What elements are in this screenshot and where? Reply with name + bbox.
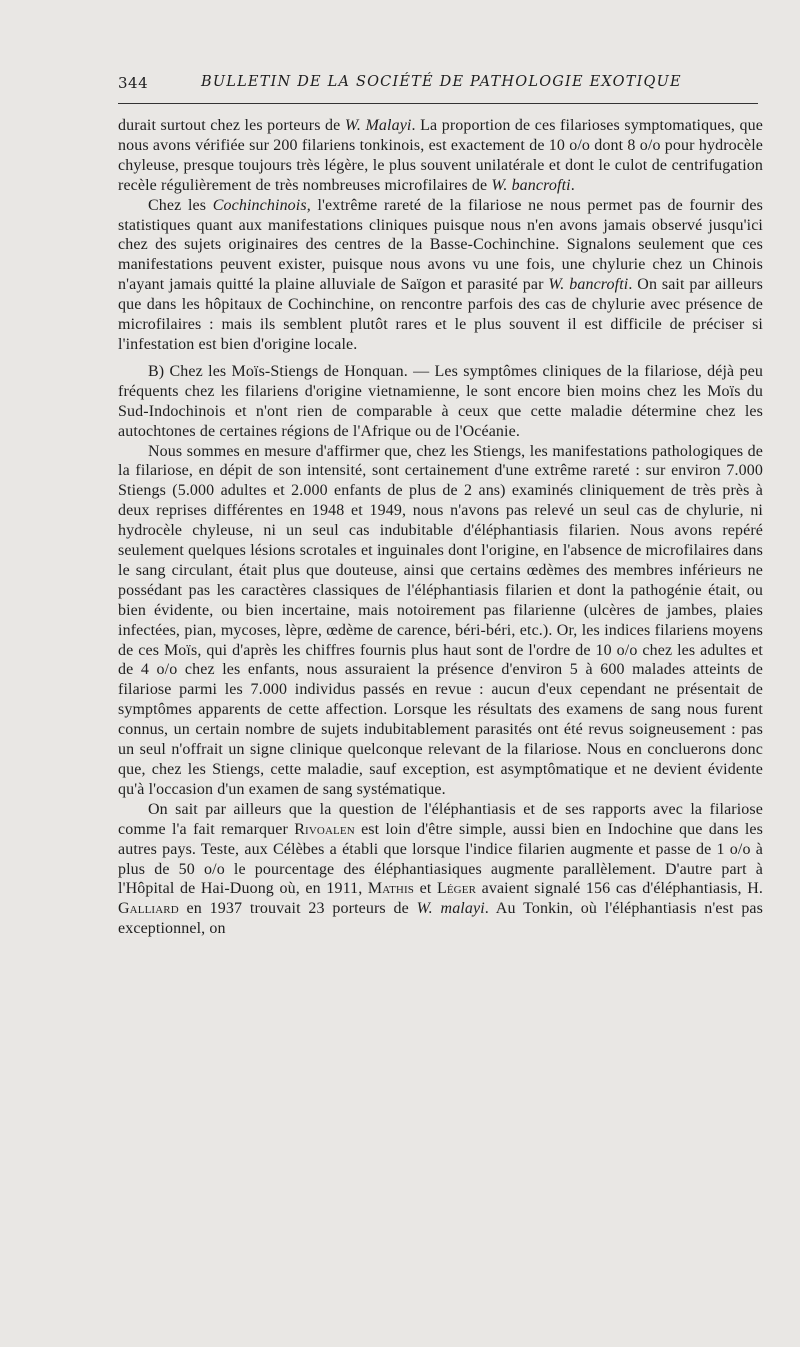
- author-name: Galliard: [118, 900, 179, 918]
- text-run: . On sait par ailleurs que dans les hôpitaux de Cochinchine, on rencontre parfois des cas de chylurie avec présence de microfilaires : mais ils semblent plutôt rares et le plus souvent il est difficile de préciser si l'infestation est bien d'origine locale.: [118, 276, 763, 353]
- running-head: [118, 70, 763, 98]
- journal-title: BULLETIN DE LA SOCIÉTÉ DE PATHOLOGIE EXOTIQUE: [201, 74, 682, 90]
- author-name: Mathis: [367, 880, 415, 898]
- italic-text: W. Malayi: [344, 117, 412, 134]
- text-run: durait surtout chez les porteurs de: [118, 117, 345, 134]
- text-run: , l'extrême rareté de la filariose ne nous permet pas de fournir des statistiques quant aux manifestations cliniques puisque nous n'en avons jamais observé jusqu'ici chez des sujets originaires des centres de la Basse-Cochinchine. Signalons seulement que ces manifestations peuvent exister, puisque nous avons vu une fois, une chylurie chez un Chinois n'ayant jamais quitté la plaine alluviale de Saïgon et parasité par: [118, 196, 763, 294]
- italic-text: W. bancrofti: [491, 176, 571, 194]
- text-run: est loin d'être simple, aussi bien en Indochine que dans les autres pays. Teste, aux Célèbes a établi que lorsque l'indice filarien augmente et passe de 1 o/o à plus de 50 o/o le pourcentage des éléphantiasiques augmente parallèlement. D'autre part à l'Hôpital de Hai-Duong où, en 1911,: [118, 820, 763, 898]
- italic-text: W. malayi: [416, 900, 485, 918]
- paragraph: [118, 442, 763, 800]
- text-run: et: [414, 880, 437, 898]
- italic-text: Cochinchinois: [212, 196, 307, 214]
- paragraph: [118, 116, 763, 196]
- text-run: .: [570, 176, 575, 194]
- paragraph: [118, 800, 763, 939]
- author-name: Léger: [436, 880, 477, 898]
- text-run: Nous sommes en mesure d'affirmer que, chez les Stiengs, les manifestations pathologiques de la filariose, en dépit de son intensité, sont certainement d'une extrême rareté : sur environ 7.000 Stiengs (5.000 adultes et 2.000 enfants de plus de 2 ans) examinés cliniquement de très près à deux reprises différentes en 1948 et 1949, nous n'avons pas relevé un seul cas de chylurie, ni hydrocèle chyleuse, ni un seul cas indubitable d'éléphantiasis filarien. Nous avons repéré seulement quelques lésions scrotales et inguinales dont l'origine, en l'absence de microfilaires dans le sang circulant, était plus que douteuse, ainsi que certains œdèmes des membres inférieurs ne possédant pas les caractères classiques de l'éléphantiasis filarien et dont la pathogénie était, ou bien évidente, ou bien incertaine, mais notoirement pas filarienne (ulcères de jambes, plaies infectées, pian, mycoses, lèpre, œdème de carence, béri-béri, etc.). Or, les indices filariens moyens de ces Moïs, qui d'après les chiffres fournis plus haut sont de l'ordre de 10 o/o chez les adultes et de 4 o/o chez les enfants, nous assuraient la présence d'environ 5 à 600 malades atteints de filariose parmi les 7.000 individus passés en revue : aucun d'eux cependant ne présentait de symptômes apparents de cette affection. Lorsque les résultats des examens de sang nous furent connus, un certain nombre de sujets indubitablement parasités ont été revus soigneusement : pas un seul n'offrait un signe clinique quelconque relevant de la filariose. Nous en concluerons donc que, chez les Stiengs, cette maladie, sauf exception, est asymptômatique et ne devient évidente qu'à l'occasion d'un examen de sang systématique.: [118, 442, 763, 798]
- page: [118, 70, 764, 938]
- author-name: Rivoalen: [294, 820, 355, 838]
- text-run: en 1937 trouvait 23 porteurs de: [178, 900, 417, 918]
- page-number: 344: [118, 74, 149, 92]
- header-rule: [118, 103, 758, 104]
- italic-text: W. bancrofti: [548, 276, 629, 294]
- text-run: . Au Tonkin, où l'éléphantiasis n'est pas exceptionnel, on: [118, 900, 764, 938]
- text-run: B) Chez les Moïs-Stiengs de Honquan. — Les symptômes cliniques de la filariose, déjà peu fréquents chez les filariens d'origine vietnamienne, le sont encore bien moins chez les Moïs du Sud-Indochinois et n'ont rien de comparable à ceux que cette maladie détermine chez les autochtones de certaines régions de l'Afrique ou de l'Océanie.: [118, 362, 763, 440]
- paragraph: [118, 362, 763, 442]
- text-run: avaient signalé 156 cas d'éléphantiasis, H.: [476, 880, 764, 898]
- paragraph: [118, 196, 763, 355]
- text-run: On sait par ailleurs que la question de l'éléphantiasis et de ses rapports avec la filariose comme l'a fait remarquer: [118, 800, 763, 838]
- article-body: [118, 116, 763, 939]
- text-run: Chez les: [148, 196, 213, 214]
- text-run: . La proportion de ces filarioses symptomatiques, que nous avons vérifiée sur 200 filariens tonkinois, est exactement de 10 o/o dont 8 o/o pour hydrocèle chyleuse, presque toujours très légère, le plus souvent unilatérale et dont le culot de centrifugation recèle régulièrement de très nombreuses microfilaires de: [118, 117, 763, 194]
